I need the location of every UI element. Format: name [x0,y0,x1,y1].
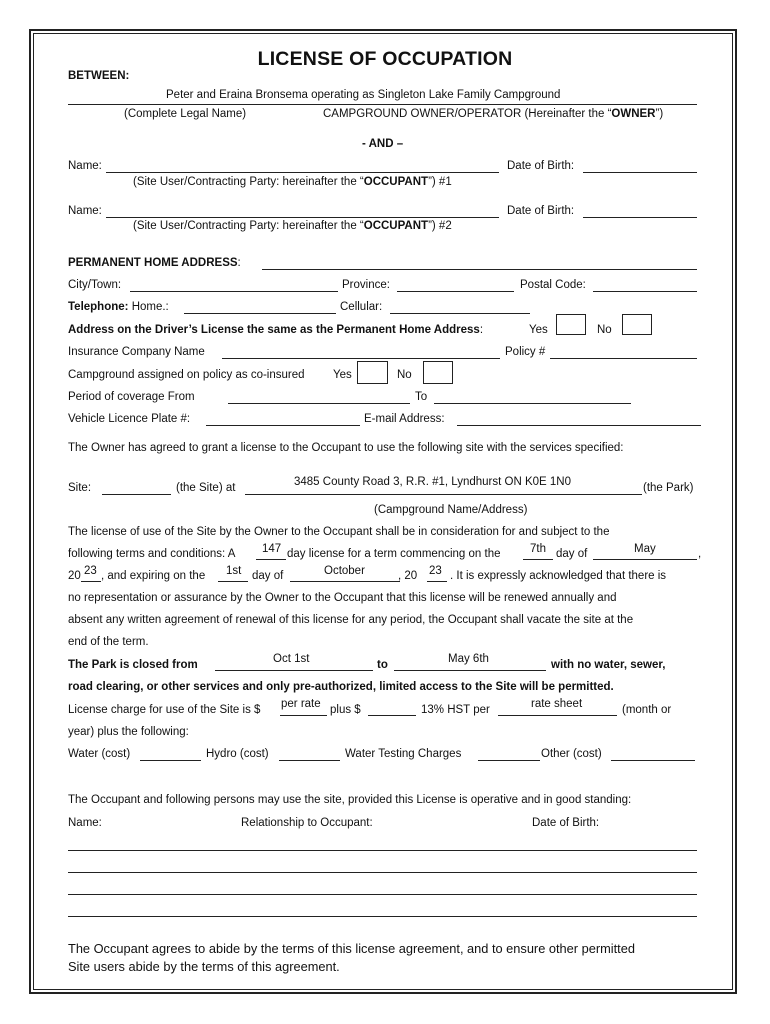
terms-line-2b: day license for a term commencing on the [287,548,501,560]
terms-line-4: no representation or assurance by the Owner to the Occupant that this license will be renewed annually and [68,592,617,604]
license-days-value: 147 [262,543,282,555]
charge-period-value: rate sheet [531,698,583,710]
occupant-1-dob-field[interactable] [583,172,697,173]
hydro-cost-label: Hydro (cost) [206,748,269,760]
end-month-value: October [324,565,365,577]
insurance-company-label: Insurance Company Name [68,346,205,358]
charge-period-field[interactable] [498,715,617,716]
terms-line-1: The license of use of the Site by the Owner to the Occupant shall be in consideration for and subject to the [68,526,610,538]
coinsured-no-label: No [397,369,412,381]
persons-intro: The Occupant and following persons may use the site, provided this License is operative and in good standing: [68,794,632,806]
other-cost-field[interactable] [611,760,695,761]
document-title: LICENSE OF OCCUPATION [257,48,513,70]
home-address-label: PERMANENT HOME ADDRESS: [68,257,241,269]
park-address-field[interactable] [245,494,642,495]
end-month-field[interactable] [290,581,400,582]
park-closed-label: The Park is closed from [68,659,198,671]
coverage-to-field[interactable] [434,403,631,404]
home-address-field[interactable] [262,269,697,270]
year-plus-label: year) plus the following: [68,726,189,738]
plus-label: plus $ [330,704,361,716]
owner-name-line[interactable] [68,104,697,105]
policy-field[interactable] [550,358,697,359]
occupant-1-name-field[interactable] [106,172,499,173]
the-site-at-label: (the Site) at [176,482,236,494]
end-day-value: 1st [226,565,242,577]
person-row-1-field[interactable] [68,850,697,851]
coverage-from-field[interactable] [228,403,410,404]
start-year-prefix: 20 [68,570,81,582]
cellular-field[interactable] [390,313,530,314]
city-label: City/Town: [68,279,122,291]
persons-dob-column: Date of Birth: [532,817,600,829]
start-year-value: 23 [84,565,97,577]
terms-line-2a: following terms and conditions: A [68,548,236,560]
drivers-license-yes-label: Yes [529,324,548,336]
terms-line-3b: . It is expressly acknowledged that there is [450,570,667,582]
end-year-value: 23 [429,565,442,577]
postal-code-field[interactable] [593,291,697,292]
drivers-license-no-label: No [597,324,612,336]
end-year-field[interactable] [427,581,447,582]
email-label: E-mail Address: [364,413,445,425]
insurance-company-field[interactable] [222,358,500,359]
postal-code-label: Postal Code: [520,279,586,291]
legal-name-caption: (Complete Legal Name) [124,108,247,120]
coinsured-label: Campground assigned on policy as co-insured [68,369,305,381]
licence-plate-field[interactable] [206,425,360,426]
end-day-field[interactable] [218,581,248,582]
and-separator: - AND – [362,138,404,150]
owner-name-value: Peter and Eraina Bronsema operating as Singleton Lake Family Campground [166,89,561,101]
between-label: BETWEEN: [68,70,130,82]
person-row-3-field[interactable] [68,894,697,895]
closing-statement-line-1: The Occupant agrees to abide by the terms of this license agreement, and to ensure other permitted [68,941,635,956]
terms-line-5: absent any written agreement of renewal of this license for any period, the Occupant shall vacate the site at the [68,614,634,626]
coinsured-no-checkbox[interactable] [423,361,453,384]
end-year-prefix: , 20 [398,570,418,582]
closing-statement-line-2: Site users abide by the terms of this agreement. [68,959,340,974]
occupant-2-name-label: Name: [68,205,102,217]
occupant-2-name-field[interactable] [106,217,499,218]
site-label: Site: [68,482,92,494]
park-address-caption: (Campground Name/Address) [374,504,528,516]
license-charge-field[interactable] [280,715,327,716]
occupant-1-dob-label: Date of Birth: [507,160,575,172]
city-field[interactable] [130,291,338,292]
coverage-period-label: Period of coverage From [68,391,195,403]
grant-statement: The Owner has agreed to grant a license to the Occupant to use the following site with the services specified: [68,442,624,454]
coverage-to-label: To [415,391,428,403]
closed-to-field[interactable] [394,670,546,671]
terms-line-3a: , and expiring on the [101,570,206,582]
closed-to-value: May 6th [448,653,489,665]
occupant-2-dob-field[interactable] [583,217,697,218]
occupant-2-caption: (Site User/Contracting Party: hereinafter the “OCCUPANT”) #2 [133,220,452,232]
cellular-label: Cellular: [340,301,383,313]
email-field[interactable] [457,425,701,426]
start-year-field[interactable] [81,581,101,582]
person-row-2-field[interactable] [68,872,697,873]
license-days-field[interactable] [256,559,286,560]
park-address-value: 3485 County Road 3, R.R. #1, Lyndhurst ON K0E 1N0 [294,476,572,488]
province-field[interactable] [397,291,514,292]
coinsured-yes-label: Yes [333,369,352,381]
start-month-value: May [634,543,656,555]
person-row-4-field[interactable] [68,916,697,917]
drivers-license-no-checkbox[interactable] [622,314,652,335]
closed-from-value: Oct 1st [273,653,310,665]
occupant-1-name-label: Name: [68,160,102,172]
hst-label: 13% HST per [421,704,490,716]
occupant-2-dob-label: Date of Birth: [507,205,575,217]
coinsured-yes-checkbox[interactable] [357,361,388,384]
drivers-license-yes-checkbox[interactable] [556,314,586,335]
closed-services-text: with no water, sewer, [551,659,666,671]
policy-label: Policy # [505,346,546,358]
home-phone-field[interactable] [184,313,336,314]
start-comma: , [698,548,702,560]
terms-line-6: end of the term. [68,636,149,648]
closed-from-field[interactable] [215,670,373,671]
hydro-cost-field[interactable] [279,760,340,761]
water-testing-field[interactable] [478,760,540,761]
start-month-field[interactable] [593,559,697,560]
month-or-label: (month or [622,704,672,716]
telephone-label: Telephone: Home.: [68,301,169,313]
province-label: Province: [342,279,390,291]
persons-relationship-column: Relationship to Occupant: [241,817,373,829]
the-park-label: (the Park) [643,482,694,494]
license-charge-label: License charge for use of the Site is $ [68,704,261,716]
site-number-field[interactable] [102,494,171,495]
closed-to-label: to [377,659,388,671]
start-day-value: 7th [530,543,546,555]
start-day-field[interactable] [523,559,553,560]
persons-name-column: Name: [68,817,102,829]
occupant-1-caption: (Site User/Contracting Party: hereinafter the “OCCUPANT”) #1 [133,176,452,188]
other-cost-label: Other (cost) [541,748,602,760]
plus-amount-field[interactable] [368,715,416,716]
start-day-of-label: day of [556,548,588,560]
drivers-license-question: Address on the Driver’s License the same as the Permanent Home Address: [68,324,484,336]
closed-access-text: road clearing, or other services and only pre-authorized, limited access to the Site will be permitted. [68,681,614,693]
end-day-of-label: day of [252,570,284,582]
license-charge-value: per rate [281,698,321,710]
owner-caption: CAMPGROUND OWNER/OPERATOR (Hereinafter the “OWNER”) [323,108,664,120]
water-testing-label: Water Testing Charges [345,748,462,760]
water-cost-label: Water (cost) [68,748,131,760]
licence-plate-label: Vehicle Licence Plate #: [68,413,191,425]
water-cost-field[interactable] [140,760,201,761]
